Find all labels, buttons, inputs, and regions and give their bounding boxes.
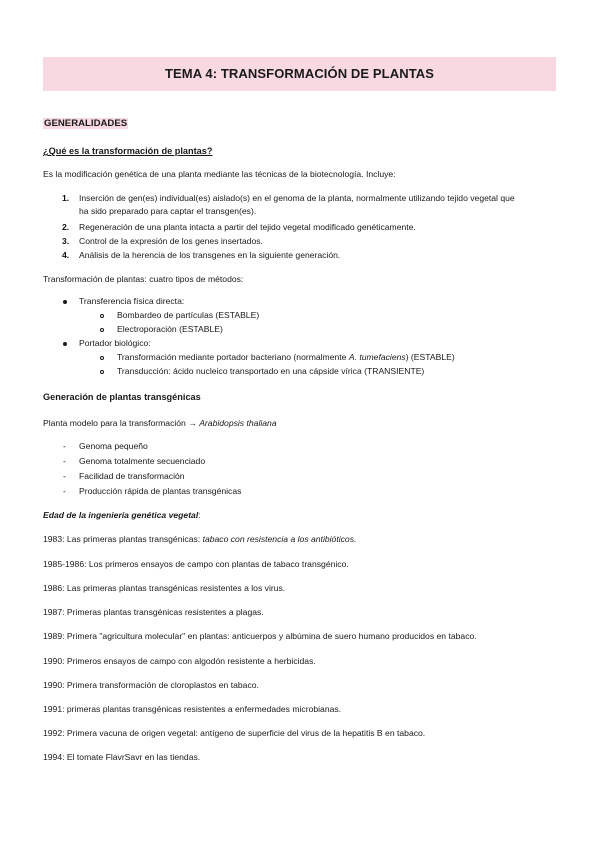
circle-bullet-icon [100,370,104,374]
methods-intro: Transformación de plantas: cuatro tipos de métodos: [43,274,244,284]
model-plant-line [43,418,277,429]
section-heading: GENERALIDADES [44,118,128,129]
dash-icon: - [63,441,66,451]
title-banner [43,57,556,91]
timeline-entry [43,534,356,545]
model-plant-name: Arabidopsis thaliana [199,418,277,428]
method-item: Transducción: ácido nucleico transportado en una cápside vírica (TRANSIENTE) [117,366,425,376]
species-name: A. tumefaciens [348,352,406,362]
list-number: 2. [62,222,70,232]
list-number: 3. [62,236,70,246]
method-item-text: Transformación mediante portador bacteriano (normalmente [117,352,347,362]
intro-paragraph: Es la modificación genética de una planta mediante las técnicas de la biotecnología. Incluye: [43,169,396,179]
timeline-entry: 1989: Primera "agricultura molecular" en plantas: anticuerpos y albúmina de suero humano producidos en tabaco. [43,631,477,641]
method-item: Electroporación (ESTABLE) [117,324,223,334]
timeline-entry: 1994: El tomate FlavrSavr en las tiendas. [43,752,201,762]
method-title: Transferencia física directa: [79,296,185,306]
list-item-text: Análisis de la herencia de los transgenes en la siguiente generación. [79,250,341,260]
page-title: TEMA 4: TRANSFORMACIÓN DE PLANTAS [164,66,435,81]
model-plant-label: Planta modelo para la transformación → [43,418,197,428]
method-item [117,352,455,363]
timeline-entry: 1992: Primera vacuna de origen vegetal: antígeno de superficie del virus de la hepatitis B en tabaco. [43,728,426,738]
timeline-entry: 1985-1986: Los primeros ensayos de campo con plantas de tabaco transgénico. [43,559,349,569]
timeline-entry: 1990: Primeros ensayos de campo con algodón resistente a herbicidas. [43,656,316,666]
list-item-text: ha sido preparado para captar el transgen(es). [79,206,257,216]
list-item-text: Control de la expresión de los genes insertados. [79,236,263,246]
method-item-text: ) (ESTABLE) [405,352,455,362]
era-title: Edad de la ingeniería genética vegetal [43,510,199,520]
subsection-heading: Generación de plantas transgénicas [43,392,201,402]
method-title: Portador biológico: [79,338,151,348]
list-item-text: Regeneración de una planta intacta a partir del tejido vegetal modificado genéticamente. [79,222,416,232]
feature-item: Producción rápida de plantas transgénicas [79,486,242,496]
feature-item: Genoma pequeño [79,441,148,451]
bullet-icon [63,300,67,304]
list-number: 1. [62,193,70,203]
timeline-italic: tabaco con resistencia a los antibióticos. [202,534,357,544]
method-item: Bombardeo de partículas (ESTABLE) [117,310,260,320]
question-heading: ¿Qué es la transformación de plantas? [43,146,213,156]
bullet-icon [63,342,67,346]
dash-icon: - [63,471,66,481]
era-colon: : [198,510,201,520]
timeline-entry: 1990: Primera transformación de cloroplastos en tabaco. [43,680,259,690]
timeline-entry: 1991: primeras plantas transgénicas resistentes a enfermedades microbianas. [43,704,342,714]
era-heading [43,510,201,521]
dash-icon: - [63,486,66,496]
timeline-text: 1983: Las primeras plantas transgénicas: [43,534,201,544]
feature-item: Genoma totalmente secuenciado [79,456,206,466]
dash-icon: - [63,456,66,466]
list-number: 4. [62,250,70,260]
list-item-text: Inserción de gen(es) individual(es) aislado(s) en el genoma de la planta, normalmente utilizando tejido vegetal que [79,193,515,203]
circle-bullet-icon [100,314,104,318]
circle-bullet-icon [100,328,104,332]
timeline-entry: 1986: Las primeras plantas transgénicas resistentes a los virus. [43,583,286,593]
feature-item: Facilidad de transformación [79,471,185,481]
timeline-entry: 1987: Primeras plantas transgénicas resistentes a plagas. [43,607,264,617]
circle-bullet-icon [100,356,104,360]
